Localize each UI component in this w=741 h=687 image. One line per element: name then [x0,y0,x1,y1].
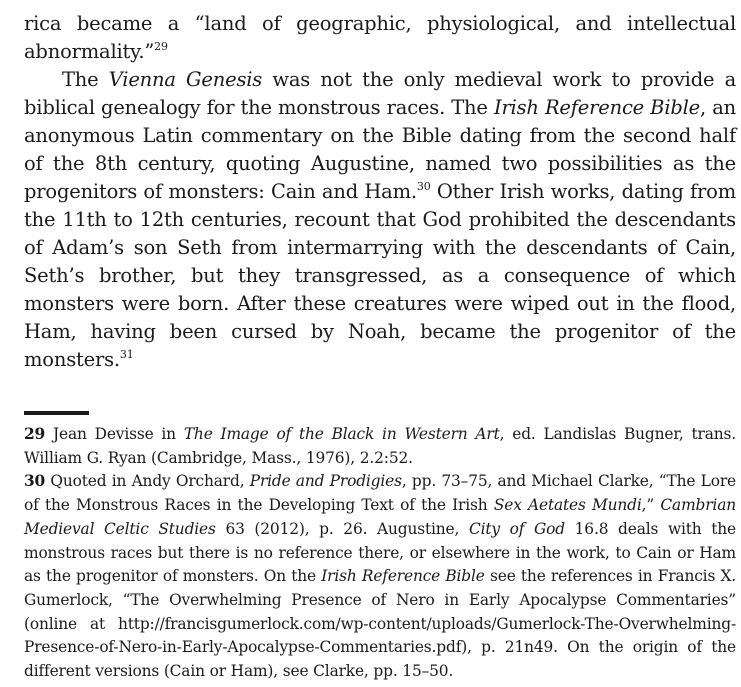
paragraph-text: rica became a “land of geographic, physiological, and intellectual abnormality.” [24,12,736,63]
work-title: Irish Reference Bible [493,96,701,119]
main-text [24,0,736,374]
page [24,0,736,681]
footnote-divider [24,411,89,415]
work-title: Irish Reference Bible [321,567,485,586]
footnote-30: 30 Quoted in Andy Orchard, Pride and Prodigies, pp. 73–75, and Michael Clarke, “The Lore of the Monstrous Races in the Developing Text of the Irish Sex Aetates Mundi,” Cambrian Medieval Celtic Studies 63 (2012), p. 26. Augustine, City of God 16.8 deals with the monstrous races but there is no reference there, or elsewhere in the work, to Cain or Ham as the progenitor of monsters. On the Irish Reference Bible see the references in Francis X. Gumerlock, “The Overwhelming Presence of Nero in Early Apocalypse Commentaries” (online at http://francisgumerlock.com/wp-content/uploads/Gumerlock-The-Overwhelming-Presence-of-Nero-in-Early-Apocalypse-Commentaries.pdf), p. 21n49. On the origin of the different versions (Cain or Ham), see Clarke, pp. 15–50. [24,472,736,681]
footnotes [24,423,736,684]
journal-title: Cambrian Medieval Celtic Studies [24,496,736,538]
work-title: City of God [468,519,565,538]
footnote-number: 29 [24,425,46,443]
footnote-link-text: see the references in Francis X. Gumerlock, “The Overwhelming Presence of Nero in Early Apocalypse Commentaries” (online at http://francisgumerlock.com/wp-content/uploads/Gumerlock-The-Overwhelming-Presence-of-Nero-in-Early-Apocalypse-Commentaries.pdf), p. 21n49. On the origin of the different versions (Cain or Ham), see Clarke, pp. 15–50. [24,567,736,681]
footnote-ref-31[interactable]: 31 [119,347,134,361]
paragraph-continued [24,10,736,66]
work-title: Vienna Genesis [108,68,263,91]
footnote-number: 30 [24,472,46,491]
work-title: Pride and Prodigies [249,472,402,491]
work-title: The Image of the Black in Western Art [183,425,500,443]
paragraph-monstrous-races: The Vienna Genesis was not the only medieval work to provide a biblical genealogy for the monstrous races. The Irish Reference Bible, an anonymous Latin commentary on the Bible dating from the second half of the 8th century, quoting Augustine, named two possibilities as the progenitors of monsters: Cain and Ham.$^{30}$ Other Irish works, dating from the 11th to 12th centuries, recount that God prohibited the descendants of Adam’s son Seth from intermarrying with the descendants of Cain, Seth’s brother, but they transgressed, as a consequence of which monsters were born. After these creatures were wiped out in the flood, Ham, having been cursed by Noah, became the progenitor of the monsters.$^{31}$ [24,68,736,371]
footnote-ref-30[interactable]: 30 [416,179,431,193]
work-title: Sex Aetates Mundi [493,496,642,515]
footnote-29: 29 Jean Devisse in The Image of the Black in Western Art, ed. Landislas Bugner, trans. William G. Ryan (Cambridge, Mass., 1976), 2.2:52. [24,425,736,467]
footnote-ref-29[interactable]: 29 [154,39,168,53]
